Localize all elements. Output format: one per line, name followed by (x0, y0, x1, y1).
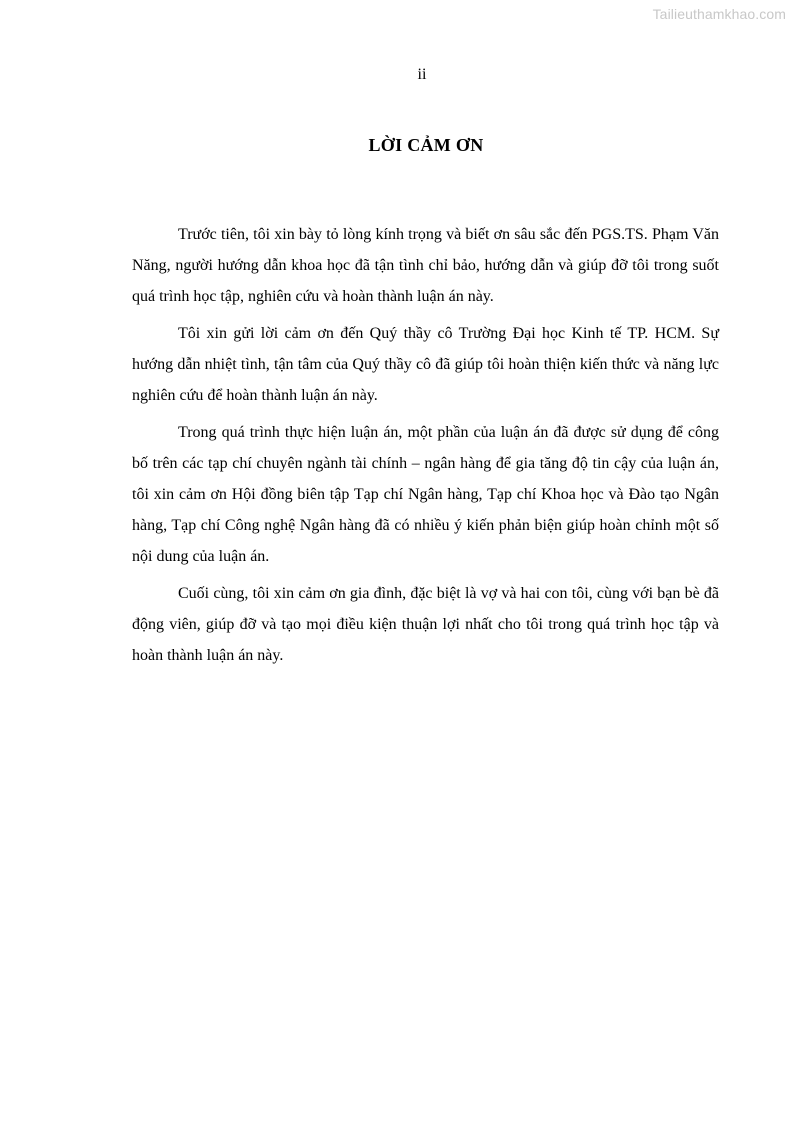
page-number: ii (417, 66, 427, 83)
paragraph-4: Cuối cùng, tôi xin cảm ơn gia đình, đặc biệt là vợ và hai con tôi, cùng với bạn bè đã động viên, giúp đỡ và tạo mọi điều kiện thuận lợi nhất cho tôi trong quá trình học tập và hoàn thành luận án này. (132, 585, 719, 664)
paragraph-2: Tôi xin gửi lời cảm ơn đến Quý thầy cô Trường Đại học Kinh tế TP. HCM. Sự hướng dẫn nhiệt tình, tận tâm của Quý thầy cô đã giúp tôi hoàn thiện kiến thức và năng lực nghiên cứu để hoàn thành luận án này. (132, 325, 719, 404)
paragraph-1: Trước tiên, tôi xin bày tỏ lòng kính trọng và biết ơn sâu sắc đến PGS.TS. Phạm Văn Năng, người hướng dẫn khoa học đã tận tình chỉ bảo, hướng dẫn và giúp đỡ tôi trong suốt quá trình học tập, nghiên cứu và hoàn thành luận án này. (132, 226, 719, 305)
acknowledgement-body (132, 219, 719, 677)
page-title: LỜI CẢM ƠN (368, 135, 484, 155)
paragraph-3: Trong quá trình thực hiện luận án, một phần của luận án đã được sử dụng để công bố trên các tạp chí chuyên ngành tài chính – ngân hàng để gia tăng độ tin cậy của luận án, tôi xin cảm ơn Hội đồng biên tập Tạp chí Ngân hàng, Tạp chí Khoa học và Đào tạo Ngân hàng, Tạp chí Công nghệ Ngân hàng đã có nhiều ý kiến phản biện giúp hoàn chỉnh một số nội dung của luận án. (132, 424, 719, 565)
watermark-text: Tailieuthamkhao.com (652, 6, 786, 22)
